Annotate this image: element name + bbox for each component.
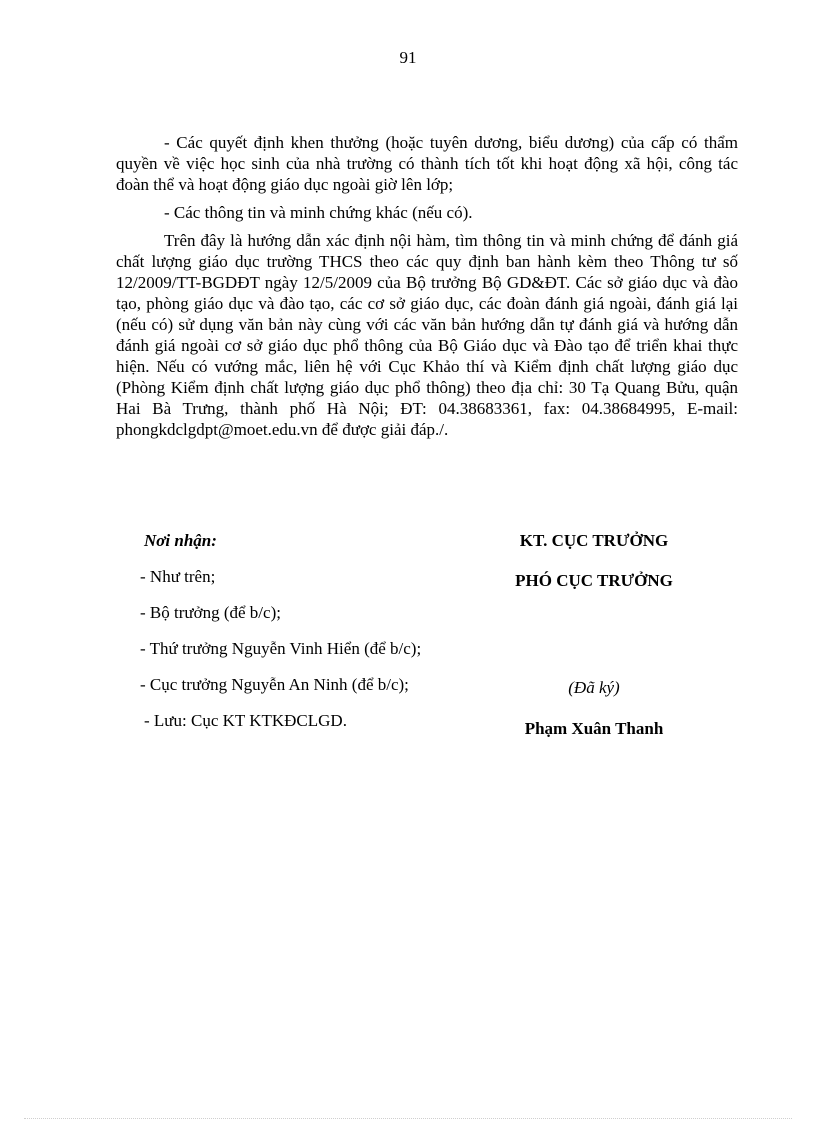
paragraph-other-info: - Các thông tin và minh chứng khác (nếu có). <box>164 203 473 222</box>
recipient-item: - Như trên; <box>140 567 216 586</box>
signature-title-line1: KT. CỤC TRƯỞNG <box>519 531 669 550</box>
paragraph-awards: - Các quyết định khen thưởng (hoặc tuyên dương, biểu dương) của cấp có thẩm quyền về việc học sinh của nhà trường có thành tích tốt khi hoạt động xã hội, công tác đoàn thể và hoạt động giáo dục ngoài giờ lên lớp; <box>116 133 738 194</box>
paragraph-guidance: Trên đây là hướng dẫn xác định nội hàm, tìm thông tin và minh chứng để đánh giá chất lượng giáo dục trường THCS theo các quy định ban hành kèm theo Thông tư số 12/2009/TT-BGDĐT ngày 12/5/2009 của Bộ trưởng Bộ GD&ĐT. Các sở giáo dục và đào tạo, phòng giáo dục và đào tạo, các cơ sở giáo dục, các đoàn đánh giá ngoài, đánh giá lại (nếu có) sử dụng văn bản này cùng với các văn bản hướng dẫn tự đánh giá và hướng dẫn đánh giá ngoài cơ sở giáo dục phổ thông của Bộ Giáo dục và Đào tạo để triển khai thực hiện. Nếu có vướng mắc, liên hệ với Cục Khảo thí và Kiểm định chất lượng giáo dục (Phòng Kiểm định chất lượng giáo dục phổ thông) theo địa chỉ: 30 Tạ Quang Bửu, quận Hai Bà Trưng, thành phố Hà Nội; ĐT: 04.38683361, fax: 04.38684995, E-mail: phongkdclgdpt@moet.edu.vn để được giải đáp./. <box>116 231 738 439</box>
recipients-heading: Nơi nhận: <box>144 531 217 550</box>
recipient-item: - Bộ trưởng (để b/c); <box>140 603 281 622</box>
recipient-item: - Lưu: Cục KT KTKĐCLGD. <box>144 711 347 730</box>
recipient-item: - Cục trưởng Nguyễn An Ninh (để b/c); <box>140 675 409 694</box>
recipient-item: - Thứ trưởng Nguyễn Vinh Hiển (để b/c); <box>140 639 422 658</box>
signer-name: Phạm Xuân Thanh <box>524 719 664 738</box>
recipients-block <box>140 530 436 746</box>
body-text <box>116 132 738 447</box>
page-bottom-divider <box>24 1118 792 1119</box>
page-number: 91 <box>399 48 417 67</box>
signed-note: (Đã ký) <box>568 678 620 697</box>
signature-block <box>474 530 714 740</box>
signature-title-line2: PHÓ CỤC TRƯỞNG <box>515 571 673 590</box>
